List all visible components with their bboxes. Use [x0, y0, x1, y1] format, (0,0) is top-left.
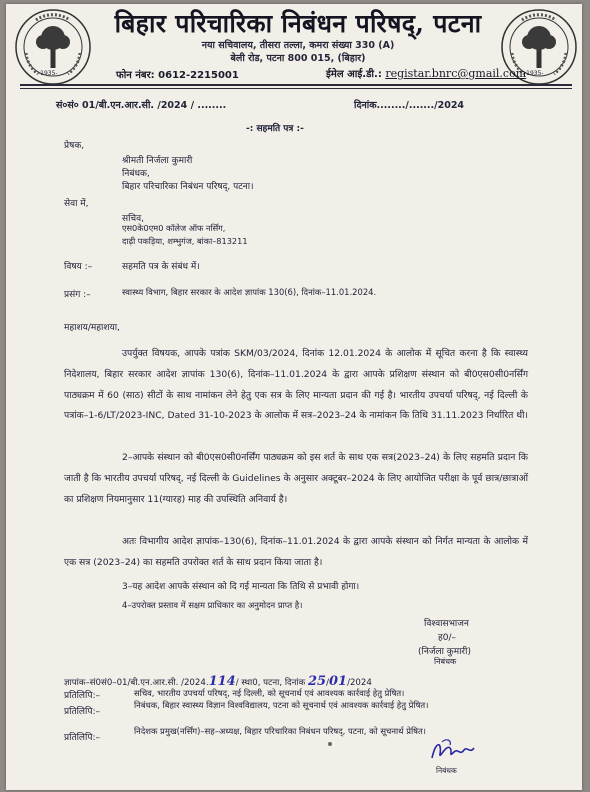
sender-designation: निबंधक, [122, 169, 150, 179]
sender-label: प्रेषक, [64, 141, 85, 151]
copy-label-1: प्रतिलिपि:– [64, 691, 100, 701]
closing-yours-faithfully: विश्वासभाजन [424, 619, 469, 629]
sender-org: बिहार परिचारिका निबंधन परिषद्, पटना। [122, 182, 254, 192]
recipient-designation: सचिव, [122, 214, 144, 224]
letterhead-address-2: बेली रोड, पटना 800 015, (बिहार) [230, 53, 366, 64]
copy-label-3: प्रतिलिपि:– [64, 733, 100, 743]
closing-name: (निर्जला कुमारी) [418, 647, 471, 657]
header-rule-thin [20, 88, 572, 89]
memo-line: ज्ञापांक–सं0सं0–01/बी.एन.आर.सी. /2024.114/ स्था0, पटना, दिनांक 25/01/2024 [64, 674, 372, 689]
header-rule [20, 84, 572, 86]
body-paragraph-3: अतः विभागीय आदेश ज्ञापांक–130(6), दिनांक–11.01.2024 के द्वारा आपके संस्थान को निर्गत मान्यता के आलोक में एक सत्र (2023–24) का सहमति उपरोक्त शर्त के साथ प्रदान किया जाता है। [64, 536, 528, 568]
copy-text-1: सचिव, भारतीय उपचर्या परिषद्, नई दिल्ली, को सूचनार्थ एवं आवश्यक कार्रवाई हेतु प्रेषित। [134, 688, 405, 698]
copy-text-3: निदेशक प्रमुख(नर्सिंग)–सह–अध्यक्ष, बिहार परिचारिका निबंधन परिषद्, पटना, को सूचनार्थ प्रेषित। [134, 726, 426, 736]
salutation: महाशय/महाशया, [64, 323, 120, 333]
subject-text: सहमति पत्र के संबंध में। [122, 262, 200, 272]
memo-prefix: ज्ञापांक–सं0सं0–01/बी.एन.आर.सी. /2024. [64, 678, 209, 688]
sender-name: श्रीमती निर्जला कुमारी [122, 156, 193, 166]
recipient-label: सेवा में, [64, 199, 89, 209]
memo-suffix: /2024 [347, 678, 372, 688]
reference-label: प्रसंग :– [64, 290, 91, 300]
letterhead-address-1: नया सचिवालय, तीसरा तल्ला, कमरा संख्या 330 (A) [201, 40, 395, 51]
reference-text: स्वास्थ्य विभाग, बिहार सरकार के आदेश ज्ञापांक 130(6), दिनांक–11.01.2024. [122, 287, 377, 297]
seal-year-left: -1935- [38, 70, 58, 77]
memo-number-handwritten: 114 [208, 674, 236, 689]
seal-year-right: -1935- [524, 70, 544, 77]
signature-mark [428, 736, 478, 766]
subject-label: विषय :– [64, 262, 93, 272]
recipient-address: दाढ़ी पकड़िया, शम्भुगंज, बांका–813211 [122, 236, 248, 246]
letterhead-title: बिहार परिचारिका निबंधन परिषद्, पटना [114, 9, 482, 38]
closing-signed: ह0/– [438, 633, 457, 643]
ink-mark [328, 742, 332, 746]
letterhead-email-row [326, 66, 526, 80]
signature-caption: निबंधक [436, 766, 457, 775]
memo-date-month: 01 [328, 674, 348, 689]
council-seal-left [14, 8, 92, 86]
body-paragraph-5: 4–उपरोक्त प्रस्ताव में सक्षम प्राधिकार का अनुमोदन प्राप्त है। [122, 600, 303, 610]
body-paragraph-4: 3–यह आदेश आपके संस्थान को दि गई मान्यता कि तिथि से प्रभावी होगा। [122, 582, 360, 592]
body-paragraph-1: उपर्युक्त विषयक, आपके पत्रांक SKM/03/2024, दिनांक 12.01.2024 के आलोक में सूचित करना है कि स्वास्थ्य निदेशालय, बिहार सरकार आदेश ज्ञापांक 130(6), दिनांक–11.01.2024 के द्वारा आपके प्रशिक्षण संस्थान को बी0एस0सी0नर्सिंग पाठ्यक्रम में 60 (साठ) सीटों के साथ नामांकन लेने हेतु एक सत्र के लिए मान्यता प्रदान की गई है। भारतीय उपचर्या परिषद्, नई दिल्ली के पत्रांक–1-6/LT/2023-INC, Dated 31-10-2023 के आलोक में सत्र–2023–24 के नामांकन कि तिथि 31.11.2023 निर्धारित थी। [64, 348, 528, 422]
letter-page [6, 4, 582, 790]
copy-text-2: निबंधक, बिहार स्वास्थ्य विज्ञान विश्वविद्यालय, पटना को सूचनार्थ एवं आवश्यक कार्रवाई हेतु प्रेषित। [134, 700, 429, 710]
letter-date: दिनांक......../......./2024 [354, 100, 465, 111]
closing-designation: निबंधक [434, 657, 457, 666]
reference-number: सं०सं० 01/बी.एन.आर.सी. /2024 / ........ [56, 100, 227, 111]
body-paragraph-2: 2–आपके संस्थान को बी0एस0सी0नर्सिंग पाठ्यक्रम को इस शर्त के साथ एक सत्र(2023–24) के लिए सहमति प्रदान कि जाती है कि भारतीय उपचर्या परिषद्, नई दिल्ली के Guidelines के अनुसार अक्टूबर–2024 के लिए आयोजित परीक्षा के पूर्व छात्र/छात्राओं का प्रशिक्षण नियमानुसार 11(ग्यारह) माह की उपस्थिति अनिवार्य है। [64, 452, 528, 505]
email-address: registar.bnrc@gmail.com [385, 67, 527, 80]
email-label: ईमेल आई.डी.: [326, 69, 382, 80]
copy-label-2: प्रतिलिपि:– [64, 707, 100, 717]
letterhead-phone: फोन नंबर: 0612-2215001 [116, 70, 239, 81]
memo-mid: / स्था0, पटना, दिनांक [235, 678, 306, 688]
recipient-college: एस0के0एम0 कॉलेज ऑफ नर्सिंग, [122, 223, 226, 233]
memo-date-day: 25 [307, 674, 327, 689]
document-title: -: सहमति पत्र :- [246, 124, 304, 134]
